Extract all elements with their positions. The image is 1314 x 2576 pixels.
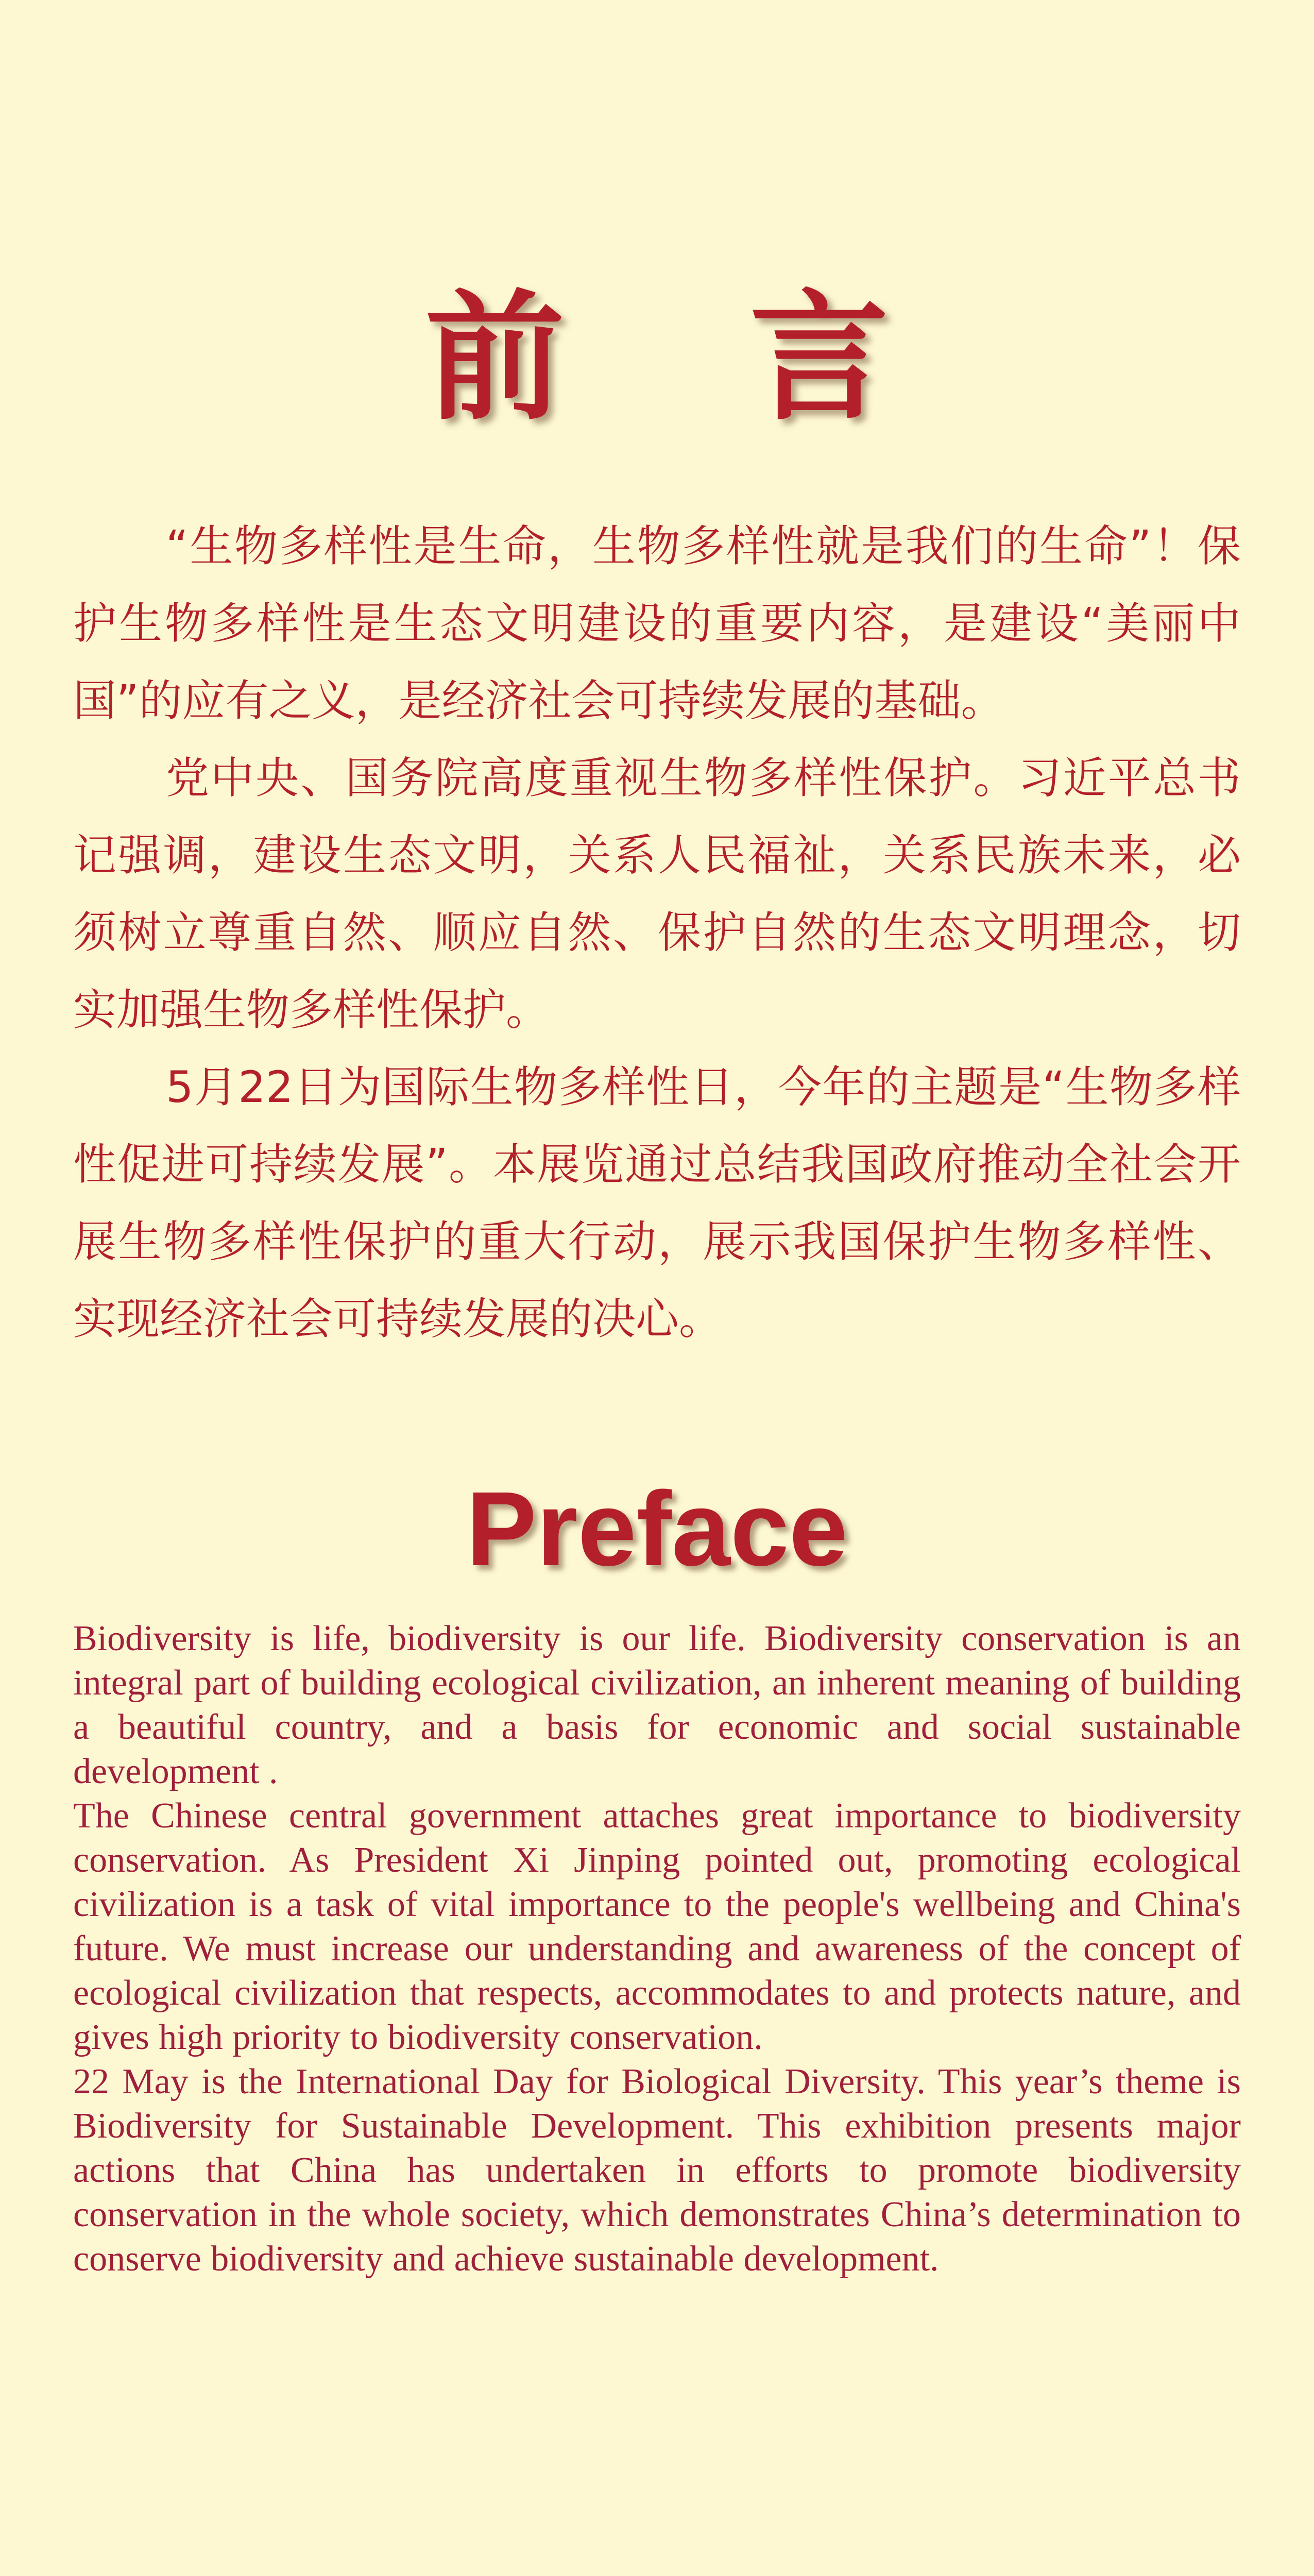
chinese-body [73, 507, 1241, 1358]
english-title: Preface [466, 1470, 848, 1588]
chinese-paragraph-1: “生物多样性是生命，生物多样性就是我们的生命”！保护生物多样性是生态文明建设的重要内容，是建设“美丽中国”的应有之义，是经济社会可持续发展的基础。 [73, 521, 1241, 726]
english-body [73, 1617, 1241, 2281]
english-paragraph-3: 22 May is the International Day for Biological Diversity. This year’s theme is Biodiversity for Sustainable Development. This exhibition presents major actions that China has undertaken in efforts to promote biodiversity conservation in the whole society, which demonstrates China’s determination to conserve biodiversity and achieve sustainable development. [73, 2062, 1241, 2279]
english-paragraph-2: The Chinese central government attaches great importance to biodiversity conservation. As President Xi Jinping pointed out, promoting ecological civilization is a task of vital importance to the people's wellbeing and China's future. We must increase our understanding and awareness of the concept of ecological civilization that respects, accommodates to and protects nature, and gives high priority to biodiversity conservation. [73, 1796, 1241, 2057]
chinese-paragraph-3: 5月22日为国际生物多样性日，今年的主题是“生物多样性促进可持续发展”。本展览通过总结我国政府推动全社会开展生物多样性保护的重大行动，展示我国保护生物多样性、实现经济社会可持续发展的决心。 [73, 1062, 1241, 1344]
chinese-title-char-1: 前 [425, 277, 565, 439]
chinese-title [0, 277, 1314, 439]
chinese-title-char-2: 言 [749, 277, 889, 439]
chinese-paragraph-2: 党中央、国务院高度重视生物多样性保护。习近平总书记强调，建设生态文明，关系人民福祉，关系民族未来，必须树立尊重自然、顺应自然、保护自然的生态文明理念，切实加强生物多样性保护。 [73, 753, 1241, 1035]
english-paragraph-1: Biodiversity is life, biodiversity is our life. Biodiversity conservation is an integral part of building ecological civilization, an inherent meaning of building a beautiful country, and a basis for economic and social sustainable development . [73, 1619, 1241, 1791]
